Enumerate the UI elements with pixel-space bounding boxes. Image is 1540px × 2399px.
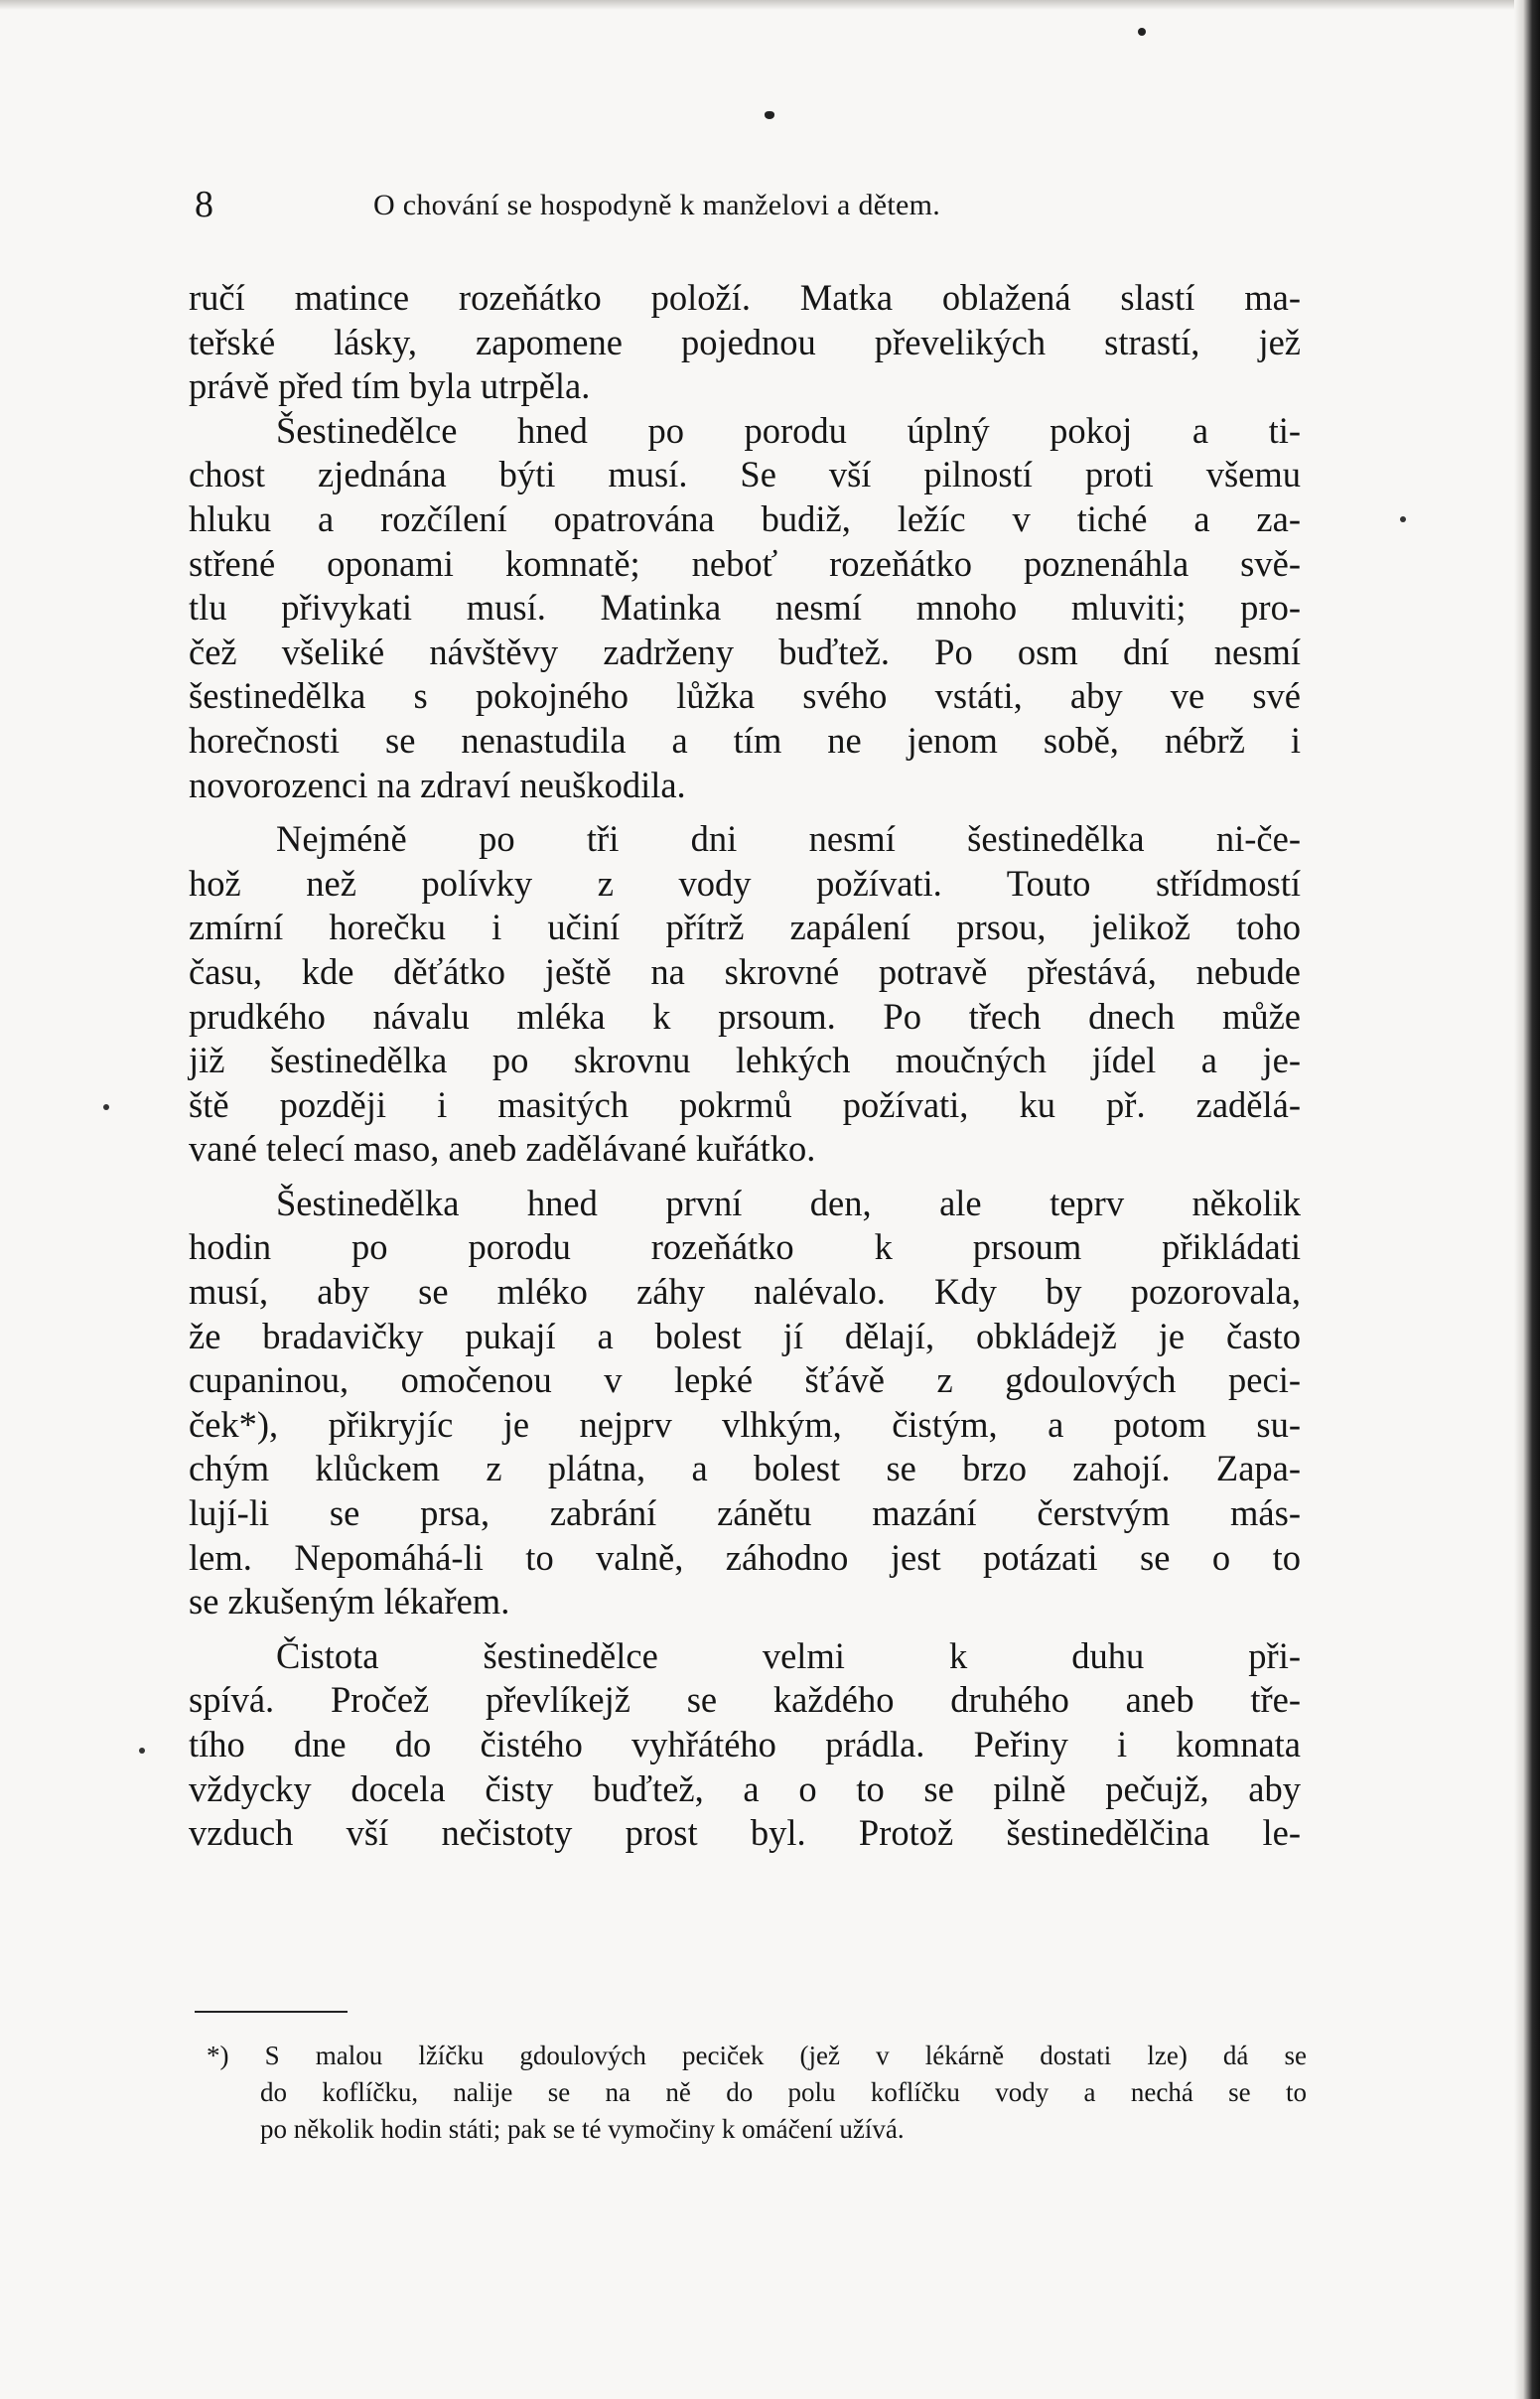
footnote [207,2038,1307,2148]
text-line: zmírní horečku i učiní přítrž zapálení prsou, jelikož toho [189,907,1301,948]
footnote-text: S malou lžíčku gdoulových peciček (jež v lékárně dostati lze) dá se [264,2041,1308,2070]
footnote-line: po několik hodin státi; pak se té vymočiny k omáčení užívá. [260,2114,905,2144]
footnote-line: do koflíčku, nalije se na ně do polu koflíčku vody a nechá se to [260,2077,1307,2107]
text-line: lují-li se prsa, zabrání zánětu mazání čerstvým más- [189,1492,1301,1534]
text-line: Nejméně po tři dni nesmí šestinedělka ni-če- [276,818,1301,860]
text-line: právě před tím byla utrpěla. [189,365,591,407]
scan-speck [1400,516,1406,522]
page-top-shadow [0,0,1540,10]
text-line: se zkušeným lékařem. [189,1581,510,1623]
text-line: spívá. Pročež převlíkejž se každého druhého aneb tře- [189,1679,1301,1721]
text-line: hluku a rozčílení opatrována budiž, ležíc v tiché a za- [189,497,1301,539]
text-line: tlu přivykati musí. Matinka nesmí mnoho mluviti; pro- [189,587,1301,629]
page-binding-edge [1514,0,1540,2399]
text-line: střené oponami komnatě; neboť rozeňátko poznenáhla svě- [189,542,1301,584]
text-line: chost zjednána býti musí. Se vší pilností proti všemu [189,454,1301,495]
text-line: Šestinedělce hned po porodu úplný pokoj a ti- [276,409,1301,451]
text-line: že bradavičky pukají a bolest jí dělají, obkládejž je často [189,1315,1301,1356]
text-line: Šestinedělka hned první den, ale teprv několik [276,1182,1301,1223]
running-head [195,183,1297,232]
text-line: teřské lásky, zapomene pojednou převelikých strastí, jež [189,321,1301,362]
page-number: 8 [195,184,213,225]
text-line: prudkého návalu mléka k prsoum. Po třech dnech může [189,995,1301,1037]
scan-speck [1138,28,1146,36]
text-line: šestinedělka s pokojného lůžka svého vstáti, aby ve své [189,675,1301,717]
text-line: čež všeliké návštěvy zadrženy buďtež. Po osm dní nesmí [189,631,1301,672]
text-line: ště později i masitých pokrmů požívati, ku př. zadělá- [189,1083,1301,1125]
text-line: novorozenci na zdraví neuškodila. [189,764,686,805]
scan-speck [103,1104,109,1110]
text-line: horečnosti se nenastudila a tím ne jenom sobě, nébrž i [189,719,1301,761]
scan-speck [139,1748,145,1754]
text-line: vzduch vší nečistoty prost byl. Protož šestinedělčina le- [189,1812,1301,1854]
text-line: vždycky docela čisty buďtež, a o to se pilně pečujž, aby [189,1767,1301,1809]
scan-speck [765,111,774,119]
footnote-marker: *) [207,2041,229,2070]
text-line: hož než polívky z vody požívati. Touto střídmostí [189,862,1301,904]
text-line: chým klůckem z plátna, a bolest se brzo zahojí. Zapa- [189,1448,1301,1489]
footnote-line [207,2038,1307,2074]
body-text [189,276,1301,1856]
text-line: musí, aby se mléko záhy nalévalo. Kdy by pozorovala, [189,1271,1301,1313]
text-line: již šestinedělka po skrovnu lehkých moučných jídel a je- [189,1040,1301,1081]
text-line: cupaninou, omočenou v lepké šťávě z gdoulových peci- [189,1359,1301,1401]
text-line: lem. Nepomáhá-li to valně, záhodno jest potázati se o to [189,1536,1301,1578]
text-line: ručí matince rozeňátko položí. Matka oblažená slastí ma- [189,277,1301,318]
text-line: Čistota šestinedělce velmi k duhu při- [276,1634,1301,1676]
text-line: hodin po porodu rozeňátko k prsoum přikládati [189,1226,1301,1268]
footnote-rule [195,2011,348,2013]
text-line: času, kde děťátko ještě na skrovné potravě přestává, nebude [189,950,1301,992]
chapter-title: O chování se hospodyně k manželovi a dětem. [373,189,941,221]
text-line: tího dne do čistého vyhřátého prádla. Peřiny i komnata [189,1724,1301,1764]
text-line: ček*), přikryjíc je nejprv vlhkým, čistým, a potom su- [189,1403,1301,1445]
text-line: vané telecí maso, aneb zadělávané kuřátko. [189,1128,816,1170]
